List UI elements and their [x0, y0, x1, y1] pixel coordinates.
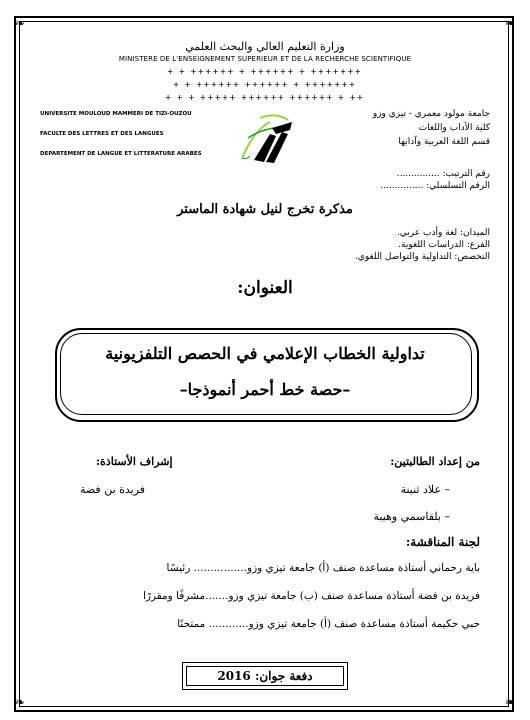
thesis-title: مذكرة تخرج لنيل شهادة الماستر: [177, 202, 353, 217]
serial-number: الرقم التسلسلي: ...............: [380, 181, 490, 191]
committee-member-1: باية رحماني أستاذة مساعدة صنف (أ) جامعة تيزي وزو................ رئيسًا: [166, 562, 480, 574]
university-logo: [236, 108, 304, 168]
sub-title: –حصة خط أحمر أنموذجا–: [179, 380, 351, 399]
field-branch: الفرع: الدراسات اللغوية.: [398, 240, 490, 250]
faculty-name-fr: FACULTE DES LETTRES ET DES LANGUES: [40, 131, 164, 137]
title-label: العنوان:: [237, 278, 293, 298]
student-name-2: – بلقاسمي وهيبة: [373, 510, 450, 523]
field-domain: الميدان: لغة وأدب عربي.: [396, 228, 490, 238]
committee-member-2: فريدة بن فضة أستاذة مساعدة صنف (ب) جامعة تيزي وزو.......مشرفًا ومقررًا: [142, 590, 480, 602]
ministry-arabic: وزارة التعليم العالي والبحث العلمي: [185, 40, 345, 53]
corner-ornament-bottom-left: ❧: [15, 695, 26, 709]
department-name-ar: قسم اللغة العربية وآدابها: [398, 137, 490, 147]
tifinagh-line-1: ⵜ ⵜ ⵜⵜⵜⵜⵜⵜ ⵜ ⵜⵜⵜⵜⵜⵜ ⵜ ⵜⵜⵜⵜⵜⵜⵜ: [167, 68, 363, 76]
corner-ornament-top-right: ❧: [504, 16, 515, 30]
corner-ornament-bottom-right: ❧: [504, 695, 515, 709]
department-name-fr: DEPARTEMENT DE LANGUE ET LITTERATURE ARABES: [40, 151, 202, 157]
students-heading: من إعداد الطالبتين:: [390, 455, 480, 468]
faculty-name-ar: كلية الآداب واللغات: [418, 123, 490, 133]
supervisor-name: فريدة بن فضة: [80, 483, 146, 496]
tifinagh-line-2: ⵜ ⵜ ⵜⵜⵜⵜⵜⵜ ⵜⵜⵜⵜⵜⵜ ⵜ ⵜⵜⵜⵜⵜⵜⵜ: [173, 81, 357, 89]
corner-ornament-top-left: ❧: [15, 16, 26, 30]
university-name-ar: جامعة مولود معمري - تيزي وزو: [372, 109, 490, 119]
graduation-date: دفعة جوان: 2016: [217, 669, 313, 683]
rank-number: رقم الترتيب: ...............: [396, 169, 490, 179]
student-name-1: – علاد ثنينة: [400, 483, 450, 496]
ministry-french: MINISTERE DE L'ENSEIGNEMENT SUPERIEUR ET DE LA RECHERCHE SCIENTIFIQUE: [118, 55, 412, 63]
university-name-fr: UNIVERSITE MOULOUD MAMMERI DE TIZI-OUZOU: [40, 111, 192, 117]
tifinagh-line-3: ⵜ ⵜ ⵜ ⵜⵜⵜⵜⵜ ⵜⵜⵜⵜⵜⵜ ⵜⵜⵜⵜⵜⵜ ⵜ ⵜⵜ: [165, 94, 365, 102]
committee-member-3: حبي حكيمة أستاذة مساعدة صنف (أ) جامعة تيزي وزو............ ممتحنًا: [177, 618, 480, 630]
main-title: تداولية الخطاب الإعلامي في الحصص التلفزيونية: [105, 344, 425, 363]
field-specialty: التخصص: التداولية والتواصل اللغوي.: [354, 252, 490, 262]
committee-heading: لجنة المناقشة:: [405, 535, 480, 549]
supervisor-heading: إشراف الأستاذة:: [96, 455, 173, 468]
